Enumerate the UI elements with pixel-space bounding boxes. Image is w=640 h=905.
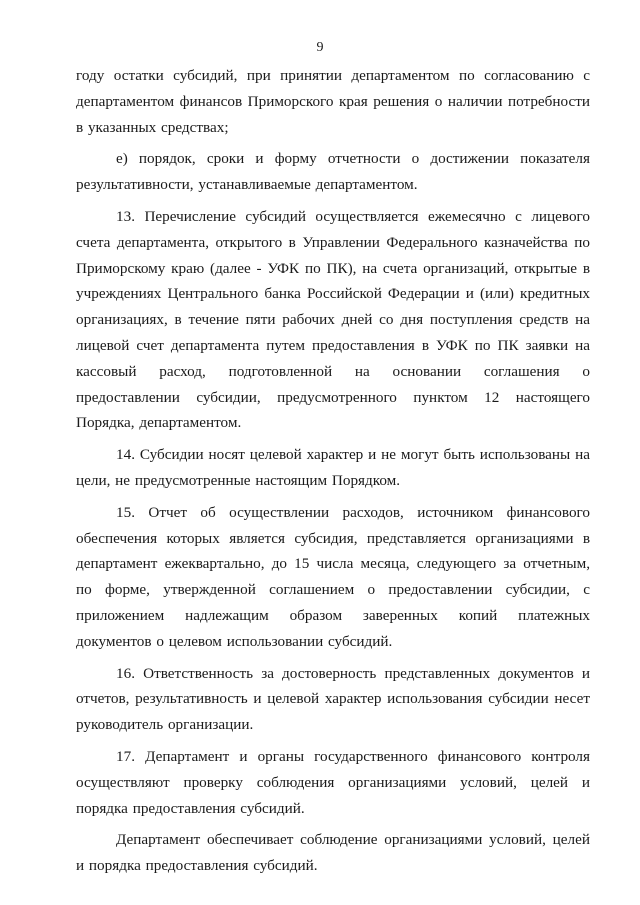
paragraph-16: 16. Ответственность за достоверность представленных документов и отчетов, результативность и целевой характер использования субсидии несет руководитель организации. xyxy=(76,664,590,734)
paragraph-item-e: е) порядок, сроки и форму отчетности о достижении показателя результативности, устанавливаемые департаментом. xyxy=(76,150,590,194)
paragraph-13: 13. Перечисление субсидий осуществляется ежемесячно с лицевого счета департамента, открытого в Управлении Федерального казначейства по Приморскому краю (далее - УФК по ПК), на счета организаций, открытые в учреждениях Центрального банка Российской Федерации и (или) кредитных организациях, в течение пяти рабочих дней со дня поступления средств на лицевой счет департамента путем предоставления в УФК по ПК заявки на кассовый расход, подготовленной на основании соглашения о предоставлении субсидии, предусмотренного пунктом 12 настоящего Порядка, департаментом. xyxy=(76,207,590,432)
document-body xyxy=(76,63,590,885)
paragraph-continuation: году остатки субсидий, при принятии департаментом по согласованию с департаментом финансов Приморского края решения о наличии потребности в указанных средствах; xyxy=(76,67,590,136)
paragraph-17: 17. Департамент и органы государственного финансового контроля осуществляют проверку соблюдения организациями условий, целей и порядка предоставления субсидий. xyxy=(76,747,590,817)
paragraph-final: Департамент обеспечивает соблюдение организациями условий, целей и порядка предоставления субсидий. xyxy=(76,831,590,875)
paragraph-15: 15. Отчет об осуществлении расходов, источником финансового обеспечения которых является субсидия, представляется организациями в департамент ежеквартально, до 15 числа месяца, следующего за отчетным, по форме, утвержденной соглашением о предоставлении субсидии, с приложением надлежащим образом заверенных копий платежных документов о целевом использовании субсидий. xyxy=(76,503,590,650)
page-number: 9 xyxy=(316,40,324,55)
paragraph-14: 14. Субсидии носят целевой характер и не могут быть использованы на цели, не предусмотренные настоящим Порядком. xyxy=(76,446,590,489)
